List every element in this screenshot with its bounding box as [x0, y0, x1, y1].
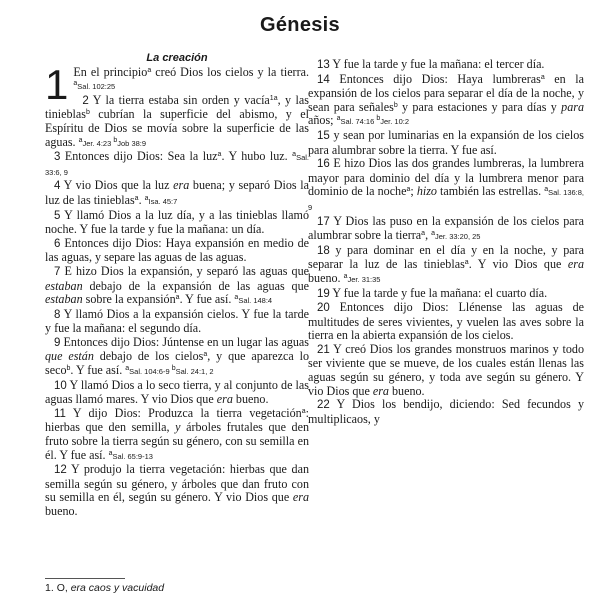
footnote	[45, 582, 164, 594]
verse-text: E hizo Dios la expansión, y separó las aguas que estaban debajo de la expansión de las aguas que estaban sobre la expansión$^a$. Y fue así. $^a$Sal. 148:4	[45, 263, 309, 307]
verse-text: Y vio Dios que la luz era buena; y separó Dios la luz de las tinieblas$^a$. $^a$Isa. 45:7	[45, 178, 309, 207]
verse-number: 21	[317, 343, 330, 356]
section-heading: La creación	[146, 52, 208, 64]
verse-text: Y creó Dios los grandes monstruos marinos y todo ser viviente que se mueve, de los cuales están llenas las aguas según su género, y toda ave según su género. Y vio Dios que era bueno.	[308, 341, 584, 398]
footnote-divider	[45, 578, 125, 579]
verse-text: E hizo Dios las dos grandes lumbreras, la lumbrera mayor para dominio del día y la lumbrera menor para dominio de la noche$^a$; hizo también las estrellas. $^a$Sal. 136:8, 9	[308, 156, 585, 212]
verse-number: 20	[317, 302, 330, 315]
verse-number: 16	[317, 158, 330, 171]
verse-text: Entonces dijo Dios: Haya expansión en medio de las aguas, y separe las aguas de las aguas.	[45, 235, 309, 265]
left-column	[45, 52, 309, 519]
footnote-number: 1.	[45, 582, 54, 594]
verse-number: 2	[82, 94, 89, 107]
verse-number: 4	[54, 180, 61, 193]
verse-text: y para dominar en el día y en la noche, y para separar la luz de las tinieblas$^a$. Y vio Dios que era bueno. $^a$Jer. 31:35	[308, 242, 585, 285]
verse-22	[308, 398, 584, 426]
verse-number: 22	[317, 399, 330, 412]
verse-text: Y la tierra estaba sin orden y vacía$^{1a}$, y las tinieblas$^b$ cubrían la superficie del abismo, y el Espíritu de Dios se movía sobre la superficie de las aguas. $^a$Jer. 4:23 $^b$Job 38:9	[45, 92, 309, 149]
verse-text: Entonces dijo Dios: Júntense en un lugar las aguas que están debajo de los cielos$^a$, y que aparezca lo seco$^b$. Y fue así. $^a$Sal. 104:6-9 $^b$Sal. 24:1, 2	[45, 334, 309, 378]
verse-8	[45, 308, 309, 336]
verse-text: Y llamó Dios a la luz día, y a las tinieblas llamó noche. Y fue la tarde y fue la mañana: un día.	[45, 207, 309, 237]
verse-12	[45, 463, 309, 518]
verse-number: 3	[54, 151, 61, 164]
verse-number: 9	[54, 336, 61, 349]
verse-number: 11	[54, 407, 66, 420]
verse-1	[45, 60, 310, 108]
verse-2	[45, 94, 309, 150]
verse-6	[45, 237, 309, 265]
verse-18	[308, 244, 584, 287]
footnote-prefix: O,	[56, 582, 68, 594]
verse-number: 13	[317, 59, 330, 71]
verse-number: 1	[45, 60, 69, 108]
verse-10	[45, 379, 309, 407]
verse-15	[308, 129, 584, 157]
verse-number: 15	[317, 129, 330, 142]
verse-text: Entonces dijo Dios: Haya lumbreras$^a$ en la expansión de los cielos para separar el día de la noche, y sean para señales$^b$ y para estaciones y para días y para años; $^a$Sal. 74:16 $^b$Jer. 10:2	[308, 71, 584, 128]
verse-number: 18	[317, 244, 330, 257]
verse-4	[45, 179, 309, 208]
verse-17	[308, 215, 584, 244]
verse-number: 7	[54, 265, 61, 278]
verse-20	[308, 301, 584, 343]
verse-number: 14	[317, 73, 330, 86]
verse-number: 8	[54, 308, 61, 321]
verse-text: Y Dios las puso en la expansión de los cielos para alumbrar sobre la tierra$^a$, $^a$Jer. 33:20, 25	[308, 213, 585, 243]
verse-13	[308, 58, 584, 73]
verse-text: En el principio$^a$ creó Dios los cielos y la tierra. $^a$Sal. 102:25	[73, 64, 310, 92]
verse-text: Y llamó Dios a lo seco tierra, y al conjunto de las aguas llamó mares. Y vio Dios que era bueno.	[45, 377, 309, 407]
verse-14	[308, 73, 584, 129]
verse-text: Y fue la tarde y fue la mañana: el tercer día.	[332, 57, 545, 71]
verse-text: Entonces dijo Dios: Llénense las aguas de multitudes de seres vivientes, y vuelen las aves sobre la tierra en la abierta expansión de los cielos.	[308, 300, 585, 343]
verse-11	[45, 407, 309, 463]
verse-number: 10	[54, 379, 67, 392]
verse-number: 17	[317, 215, 330, 228]
verse-text: Y produjo la tierra vegetación: hierbas que dan semilla según su género, y árboles que dan fruto con su semilla en él, según su género. Y vio Dios que era bueno.	[45, 462, 309, 518]
right-column	[308, 58, 584, 426]
verse-text: y sean por luminarias en la expansión de los cielos para alumbrar sobre la tierra. Y fue así.	[308, 127, 584, 157]
verse-19	[308, 287, 584, 302]
verse-5	[45, 209, 309, 237]
verse-3	[45, 150, 309, 179]
verse-text: Y fue la tarde y fue la mañana: el cuarto día.	[332, 285, 548, 300]
verse-number: 5	[54, 209, 61, 222]
verse-9	[45, 336, 309, 379]
verse-number: 19	[317, 287, 330, 300]
verse-number: 6	[54, 237, 61, 250]
verse-text: Y dijo Dios: Produzca la tierra vegetación$^a$: hierbas que den semilla, y árboles frutales que den fruto sobre la tierra según su género, con su semilla en él. Y fue así. $^a$Sal. 65:9-13	[45, 405, 310, 462]
verse-7	[45, 265, 309, 308]
verse-text: Entonces dijo Dios: Sea la luz$^a$. Y hubo luz. $^a$Sal. 33:6, 9	[45, 149, 309, 177]
verse-21	[308, 343, 584, 398]
verse-text: Y llamó Dios a la expansión cielos. Y fue la tarde y fue la mañana: el segundo día.	[45, 306, 309, 336]
footnote-text: era caos y vacuidad	[70, 582, 165, 594]
verse-text: Y Dios los bendijo, diciendo: Sed fecundos y multiplicaos, y	[308, 397, 585, 426]
page-title: Génesis	[260, 14, 340, 36]
verse-16	[308, 157, 584, 214]
verse-number: 12	[54, 464, 67, 477]
